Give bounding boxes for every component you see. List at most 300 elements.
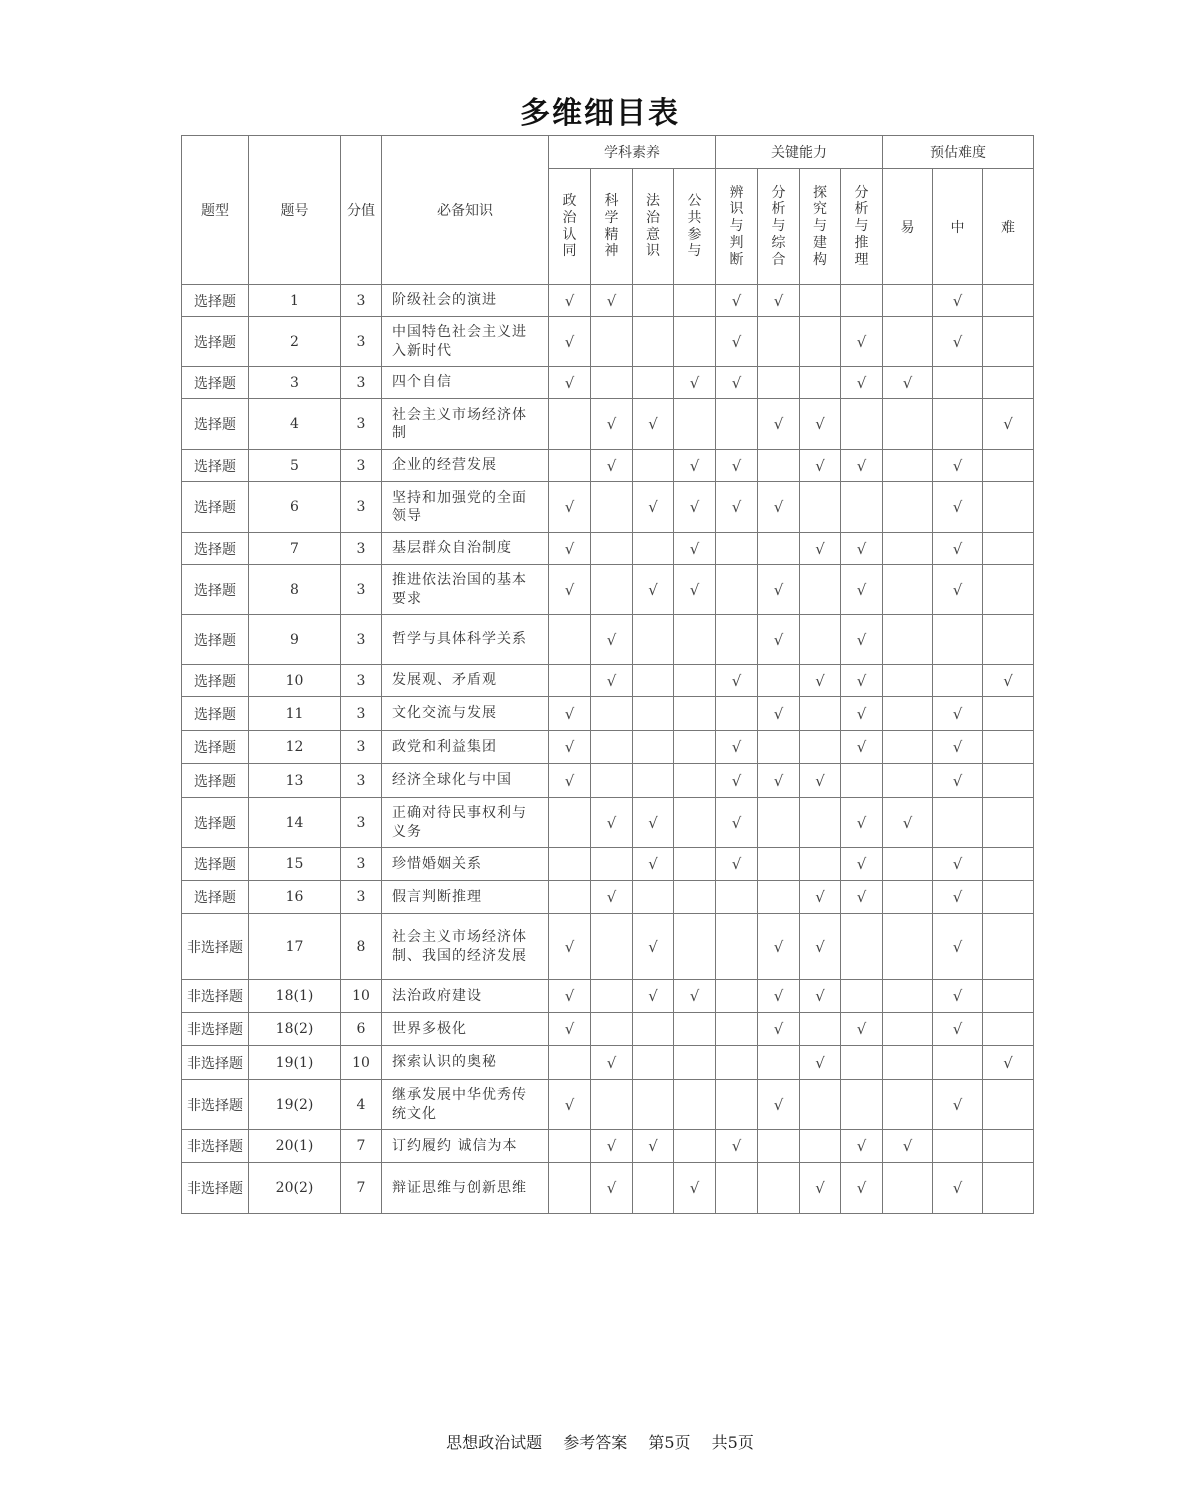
cell-question-number: 2 (249, 317, 341, 367)
cell-check-9: √ (933, 1013, 983, 1046)
cell-check-8 (883, 731, 933, 764)
cell-check-7: √ (841, 615, 883, 665)
table-row (182, 615, 1034, 665)
cell-check-8 (883, 615, 933, 665)
header-ability-explore-construct: 探究与建构 (800, 169, 841, 285)
footer-subject: 思想政治试题 (446, 1433, 543, 1452)
cell-check-8 (883, 914, 933, 980)
cell-check-5 (758, 1130, 800, 1163)
cell-check-5: √ (758, 399, 800, 450)
table-row (182, 1130, 1034, 1163)
cell-check-2 (633, 731, 674, 764)
cell-check-8: √ (883, 798, 933, 848)
cell-check-9: √ (933, 1080, 983, 1130)
footer-doc: 参考答案 (563, 1433, 628, 1452)
table-row (182, 565, 1034, 615)
cell-check-6 (800, 285, 841, 317)
cell-check-3 (674, 1046, 716, 1080)
cell-question-number: 15 (249, 848, 341, 881)
cell-check-6 (800, 615, 841, 665)
cell-check-0: √ (549, 731, 591, 764)
cell-check-10 (983, 367, 1034, 399)
cell-check-6 (800, 482, 841, 533)
cell-check-7 (841, 399, 883, 450)
cell-check-2 (633, 285, 674, 317)
cell-check-10 (983, 798, 1034, 848)
cell-check-7: √ (841, 1130, 883, 1163)
cell-check-9 (933, 615, 983, 665)
cell-knowledge: 阶级社会的演进 (382, 285, 549, 317)
cell-check-5 (758, 1046, 800, 1080)
cell-check-8 (883, 285, 933, 317)
cell-check-1: √ (591, 798, 633, 848)
cell-check-0: √ (549, 980, 591, 1013)
table-row (182, 533, 1034, 565)
cell-check-1 (591, 914, 633, 980)
cell-check-2: √ (633, 482, 674, 533)
cell-check-4: √ (716, 1130, 758, 1163)
cell-check-6 (800, 697, 841, 731)
cell-check-0: √ (549, 565, 591, 615)
cell-check-0 (549, 881, 591, 914)
cell-check-2 (633, 615, 674, 665)
cell-check-2 (633, 665, 674, 697)
cell-knowledge: 辩证思维与创新思维 (382, 1163, 549, 1214)
cell-score: 3 (341, 450, 382, 482)
cell-question-type: 选择题 (182, 881, 249, 914)
cell-check-1 (591, 980, 633, 1013)
cell-check-1 (591, 731, 633, 764)
cell-question-type: 选择题 (182, 317, 249, 367)
cell-check-8 (883, 980, 933, 1013)
cell-score: 3 (341, 731, 382, 764)
cell-check-5 (758, 665, 800, 697)
cell-check-5: √ (758, 285, 800, 317)
cell-score: 3 (341, 285, 382, 317)
cell-check-3 (674, 764, 716, 798)
cell-check-10 (983, 565, 1034, 615)
cell-check-7 (841, 1046, 883, 1080)
cell-check-1: √ (591, 1046, 633, 1080)
cell-check-5: √ (758, 565, 800, 615)
cell-knowledge: 发展观、矛盾观 (382, 665, 549, 697)
cell-check-3: √ (674, 367, 716, 399)
cell-score: 3 (341, 881, 382, 914)
cell-check-9: √ (933, 848, 983, 881)
cell-check-3 (674, 697, 716, 731)
header-difficulty-easy: 易 (883, 169, 933, 285)
cell-check-5 (758, 731, 800, 764)
cell-check-5 (758, 450, 800, 482)
cell-check-7: √ (841, 317, 883, 367)
cell-check-0: √ (549, 1080, 591, 1130)
cell-check-4 (716, 1080, 758, 1130)
cell-check-2: √ (633, 1130, 674, 1163)
cell-check-4 (716, 1013, 758, 1046)
cell-check-10 (983, 697, 1034, 731)
cell-check-3 (674, 615, 716, 665)
cell-check-7: √ (841, 533, 883, 565)
cell-knowledge: 正确对待民事权利与义务 (382, 798, 549, 848)
cell-check-9: √ (933, 697, 983, 731)
cell-question-number: 4 (249, 399, 341, 450)
table-row (182, 980, 1034, 1013)
footer-page: 第5页 (648, 1433, 691, 1452)
cell-check-5: √ (758, 697, 800, 731)
cell-check-3 (674, 399, 716, 450)
cell-check-1 (591, 1013, 633, 1046)
cell-score: 3 (341, 615, 382, 665)
cell-question-number: 20(2) (249, 1163, 341, 1214)
cell-check-4: √ (716, 482, 758, 533)
cell-check-1 (591, 482, 633, 533)
table-row (182, 914, 1034, 980)
table-row (182, 1013, 1034, 1046)
cell-check-3: √ (674, 565, 716, 615)
cell-check-6: √ (800, 881, 841, 914)
cell-check-9: √ (933, 285, 983, 317)
cell-knowledge: 哲学与具体科学关系 (382, 615, 549, 665)
cell-check-10: √ (983, 665, 1034, 697)
cell-check-3: √ (674, 450, 716, 482)
cell-check-5: √ (758, 482, 800, 533)
cell-check-0 (549, 1046, 591, 1080)
cell-check-10 (983, 1130, 1034, 1163)
cell-check-1: √ (591, 399, 633, 450)
cell-check-7: √ (841, 565, 883, 615)
cell-check-8 (883, 399, 933, 450)
cell-check-10: √ (983, 399, 1034, 450)
cell-check-4 (716, 980, 758, 1013)
cell-check-0: √ (549, 367, 591, 399)
table-row (182, 848, 1034, 881)
cell-check-0 (549, 848, 591, 881)
cell-check-4: √ (716, 367, 758, 399)
cell-check-3: √ (674, 980, 716, 1013)
cell-check-6 (800, 367, 841, 399)
cell-check-3 (674, 1080, 716, 1130)
cell-score: 7 (341, 1130, 382, 1163)
table-row (182, 1046, 1034, 1080)
cell-check-9 (933, 1046, 983, 1080)
cell-check-5 (758, 533, 800, 565)
table-row (182, 285, 1034, 317)
cell-question-type: 选择题 (182, 615, 249, 665)
cell-check-9 (933, 367, 983, 399)
cell-check-10 (983, 1163, 1034, 1214)
cell-check-2 (633, 881, 674, 914)
cell-check-9 (933, 399, 983, 450)
cell-score: 3 (341, 317, 382, 367)
table-row (182, 1080, 1034, 1130)
cell-score: 3 (341, 697, 382, 731)
cell-check-1: √ (591, 665, 633, 697)
cell-question-number: 16 (249, 881, 341, 914)
cell-check-8 (883, 317, 933, 367)
cell-check-1 (591, 367, 633, 399)
cell-check-7: √ (841, 731, 883, 764)
cell-check-2: √ (633, 399, 674, 450)
cell-question-number: 3 (249, 367, 341, 399)
cell-score: 10 (341, 1046, 382, 1080)
cell-score: 3 (341, 798, 382, 848)
cell-check-4: √ (716, 285, 758, 317)
cell-check-4 (716, 697, 758, 731)
cell-check-9: √ (933, 317, 983, 367)
cell-knowledge: 推进依法治国的基本要求 (382, 565, 549, 615)
cell-check-2: √ (633, 980, 674, 1013)
cell-question-number: 13 (249, 764, 341, 798)
table-row (182, 665, 1034, 697)
cell-check-0: √ (549, 764, 591, 798)
cell-check-6 (800, 848, 841, 881)
header-group-difficulty: 预估难度 (883, 136, 1034, 169)
cell-check-4 (716, 399, 758, 450)
cell-check-9: √ (933, 450, 983, 482)
cell-check-2 (633, 367, 674, 399)
header-literacy-scientific-spirit: 科学精神 (591, 169, 633, 285)
cell-question-number: 12 (249, 731, 341, 764)
cell-question-type: 非选择题 (182, 1046, 249, 1080)
cell-question-number: 17 (249, 914, 341, 980)
table-row (182, 399, 1034, 450)
cell-check-6: √ (800, 450, 841, 482)
cell-check-5: √ (758, 615, 800, 665)
table-row (182, 317, 1034, 367)
cell-question-type: 选择题 (182, 764, 249, 798)
cell-check-7: √ (841, 848, 883, 881)
header-score: 分值 (341, 136, 382, 285)
cell-check-10 (983, 1013, 1034, 1046)
cell-check-9: √ (933, 914, 983, 980)
cell-knowledge: 基层群众自治制度 (382, 533, 549, 565)
cell-check-4 (716, 881, 758, 914)
cell-check-9: √ (933, 1163, 983, 1214)
cell-check-3 (674, 317, 716, 367)
cell-question-type: 选择题 (182, 665, 249, 697)
cell-check-9 (933, 1130, 983, 1163)
cell-check-10 (983, 533, 1034, 565)
header-ability-analyze-synthesize: 分析与综合 (758, 169, 800, 285)
cell-check-7 (841, 285, 883, 317)
cell-question-type: 非选择题 (182, 914, 249, 980)
cell-check-4 (716, 615, 758, 665)
cell-check-10 (983, 1080, 1034, 1130)
cell-check-2 (633, 1046, 674, 1080)
cell-check-6: √ (800, 914, 841, 980)
cell-check-3 (674, 798, 716, 848)
cell-check-3: √ (674, 1163, 716, 1214)
cell-question-type: 选择题 (182, 697, 249, 731)
header-group-literacy: 学科素养 (549, 136, 716, 169)
cell-knowledge: 坚持和加强党的全面领导 (382, 482, 549, 533)
cell-check-0 (549, 450, 591, 482)
cell-check-6: √ (800, 1046, 841, 1080)
cell-check-3 (674, 731, 716, 764)
header-ability-analyze-reason: 分析与推理 (841, 169, 883, 285)
cell-check-7: √ (841, 1013, 883, 1046)
cell-check-8 (883, 697, 933, 731)
cell-check-3 (674, 848, 716, 881)
table-body (182, 285, 1034, 1214)
cell-question-number: 19(2) (249, 1080, 341, 1130)
cell-score: 3 (341, 764, 382, 798)
cell-check-8: √ (883, 1130, 933, 1163)
cell-check-0 (549, 615, 591, 665)
cell-check-0: √ (549, 285, 591, 317)
cell-check-0: √ (549, 482, 591, 533)
cell-check-6: √ (800, 764, 841, 798)
table-row (182, 697, 1034, 731)
cell-score: 10 (341, 980, 382, 1013)
cell-score: 3 (341, 665, 382, 697)
table-row (182, 731, 1034, 764)
cell-check-6: √ (800, 980, 841, 1013)
header-group-ability: 关键能力 (716, 136, 883, 169)
cell-check-8 (883, 1163, 933, 1214)
cell-check-2 (633, 533, 674, 565)
cell-check-1 (591, 1080, 633, 1130)
cell-check-6 (800, 317, 841, 367)
cell-check-0: √ (549, 533, 591, 565)
cell-check-8 (883, 1013, 933, 1046)
cell-check-6: √ (800, 399, 841, 450)
cell-check-6 (800, 565, 841, 615)
cell-question-type: 非选择题 (182, 980, 249, 1013)
cell-check-4: √ (716, 731, 758, 764)
cell-check-7: √ (841, 881, 883, 914)
cell-check-0: √ (549, 914, 591, 980)
cell-check-9: √ (933, 764, 983, 798)
cell-question-number: 18(1) (249, 980, 341, 1013)
cell-check-8 (883, 881, 933, 914)
cell-check-1 (591, 697, 633, 731)
cell-check-6: √ (800, 1163, 841, 1214)
cell-check-5: √ (758, 1013, 800, 1046)
cell-check-6 (800, 1130, 841, 1163)
cell-knowledge: 企业的经营发展 (382, 450, 549, 482)
cell-check-10: √ (983, 1046, 1034, 1080)
cell-check-5 (758, 1163, 800, 1214)
cell-check-8 (883, 665, 933, 697)
header-literacy-political-identity: 政治认同 (549, 169, 591, 285)
cell-check-10 (983, 285, 1034, 317)
cell-question-type: 非选择题 (182, 1163, 249, 1214)
cell-question-type: 非选择题 (182, 1130, 249, 1163)
cell-check-0: √ (549, 697, 591, 731)
cell-check-8 (883, 450, 933, 482)
cell-check-10 (983, 615, 1034, 665)
cell-check-3 (674, 665, 716, 697)
cell-check-10 (983, 881, 1034, 914)
cell-check-1 (591, 848, 633, 881)
cell-check-4 (716, 1046, 758, 1080)
cell-check-1: √ (591, 285, 633, 317)
cell-check-8 (883, 764, 933, 798)
table-row (182, 798, 1034, 848)
cell-check-5: √ (758, 1080, 800, 1130)
cell-check-5 (758, 317, 800, 367)
cell-check-9: √ (933, 980, 983, 1013)
cell-check-2: √ (633, 798, 674, 848)
cell-question-type: 选择题 (182, 482, 249, 533)
header-literacy-rule-of-law: 法治意识 (633, 169, 674, 285)
cell-check-1 (591, 764, 633, 798)
cell-knowledge: 珍惜婚姻关系 (382, 848, 549, 881)
cell-check-4 (716, 565, 758, 615)
cell-check-8 (883, 533, 933, 565)
header-literacy-public-participation: 公共参与 (674, 169, 716, 285)
table-row (182, 450, 1034, 482)
cell-question-type: 非选择题 (182, 1080, 249, 1130)
footer-total: 共5页 (711, 1433, 754, 1452)
cell-check-7: √ (841, 665, 883, 697)
cell-question-type: 选择题 (182, 798, 249, 848)
cell-check-5: √ (758, 980, 800, 1013)
cell-check-10 (983, 317, 1034, 367)
header-difficulty-hard: 难 (983, 169, 1034, 285)
cell-check-2 (633, 450, 674, 482)
cell-check-10 (983, 980, 1034, 1013)
cell-score: 3 (341, 367, 382, 399)
cell-check-2: √ (633, 565, 674, 615)
cell-check-3: √ (674, 482, 716, 533)
cell-score: 8 (341, 914, 382, 980)
cell-question-number: 6 (249, 482, 341, 533)
table-row (182, 764, 1034, 798)
cell-knowledge: 文化交流与发展 (382, 697, 549, 731)
cell-question-number: 18(2) (249, 1013, 341, 1046)
cell-check-7 (841, 764, 883, 798)
cell-check-9 (933, 798, 983, 848)
cell-check-1 (591, 317, 633, 367)
cell-check-4: √ (716, 764, 758, 798)
cell-question-number: 9 (249, 615, 341, 665)
cell-check-8 (883, 1046, 933, 1080)
cell-question-type: 选择题 (182, 367, 249, 399)
cell-check-0 (549, 1163, 591, 1214)
cell-check-4: √ (716, 317, 758, 367)
cell-check-2 (633, 1163, 674, 1214)
cell-check-2 (633, 1013, 674, 1046)
cell-question-number: 1 (249, 285, 341, 317)
cell-check-7 (841, 980, 883, 1013)
cell-knowledge: 世界多极化 (382, 1013, 549, 1046)
table-row (182, 367, 1034, 399)
cell-check-1: √ (591, 450, 633, 482)
cell-knowledge: 四个自信 (382, 367, 549, 399)
cell-check-7: √ (841, 798, 883, 848)
header-question-number: 题号 (249, 136, 341, 285)
cell-check-9: √ (933, 565, 983, 615)
cell-score: 3 (341, 482, 382, 533)
cell-score: 6 (341, 1013, 382, 1046)
cell-check-7: √ (841, 1163, 883, 1214)
cell-question-number: 19(1) (249, 1046, 341, 1080)
cell-check-4: √ (716, 848, 758, 881)
cell-question-number: 5 (249, 450, 341, 482)
page-title: 多维细目表 (520, 96, 680, 131)
cell-check-1 (591, 565, 633, 615)
table-row (182, 881, 1034, 914)
cell-check-2 (633, 697, 674, 731)
cell-check-6 (800, 798, 841, 848)
cell-question-number: 14 (249, 798, 341, 848)
header-ability-identify-judge: 辨识与判断 (716, 169, 758, 285)
cell-check-2: √ (633, 914, 674, 980)
cell-check-4: √ (716, 450, 758, 482)
specification-table (181, 135, 1034, 1214)
